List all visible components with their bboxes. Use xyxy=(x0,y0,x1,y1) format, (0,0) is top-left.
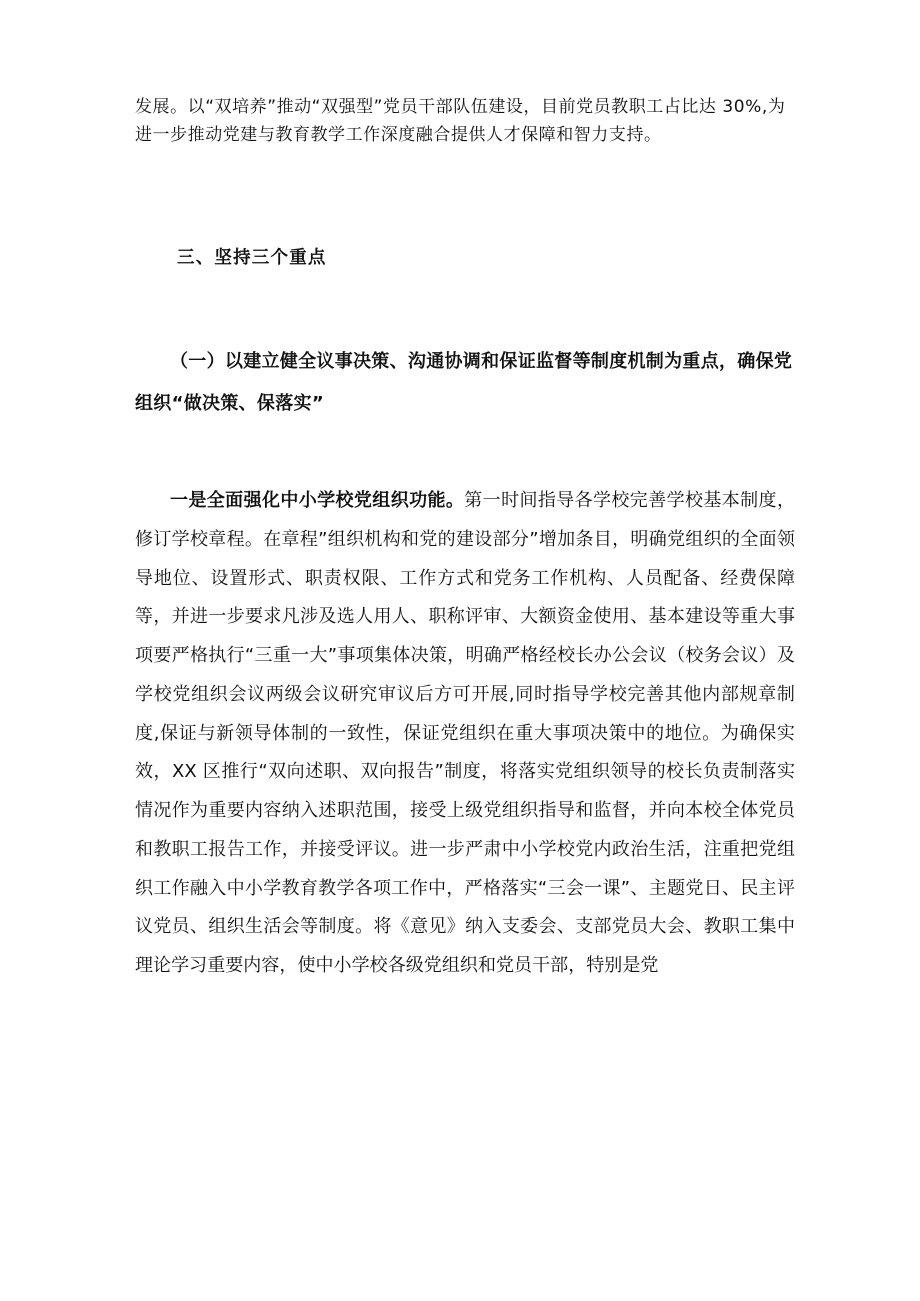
subsection-heading: （一）以建立健全议事决策、沟通协调和保证监督等制度机制为重点，确保党组织“做决策、保落实” xyxy=(135,351,793,414)
body-lead-sentence: 一是全面强化中小学校党组织功能。 xyxy=(170,490,465,511)
body-paragraph xyxy=(135,482,795,986)
intro-paragraph: 发展。以“双培养”推动“双强型”党员干部队伍建设，目前党员教职工占比达 30%,为进一步推动党建与教育教学工作深度融合提供人才保障和智力支持。 xyxy=(135,97,786,145)
section-heading: 三、坚持三个重点 xyxy=(177,248,327,268)
body-text: 第一时间指导各学校完善学校基本制度，修订学校章程。在章程”组织机构和党的建设部分”增加条目，明确党组织的全面领导地位、设置形式、职责权限、工作方式和党务工作机构、人员配备、经费保障等，并进一步要求凡涉及选人用人、职称评审、大额资金使用、基本建设等重大事项要严格执行“三重一大”事项集体决策，明确严格经校长办公会议（校务会议）及学校党组织会议两级会议研究审议后方可开展,同时指导学校完善其他内部规章制度,保证与新领导体制的一致性，保证党组织在重大事项决策中的地位。为确保实效，XX 区推行“双向述职、双向报告”制度，将落实党组织领导的校长负责制落实情况作为重要内容纳入述职范围，接受上级党组织指导和监督，并向本校全体党员和教职工报告工作，并接受评议。进一步严肃中小学校党内政治生活，注重把党组织工作融入中小学教育教学各项工作中，严格落实“三会一课”、主题党日、民主评议党员、组织生活会等制度。将《意见》纳入支委会、支部党员大会、教职工集中理论学习重要内容，使中小学校各级党组织和党员干部，特别是党 xyxy=(135,490,795,976)
